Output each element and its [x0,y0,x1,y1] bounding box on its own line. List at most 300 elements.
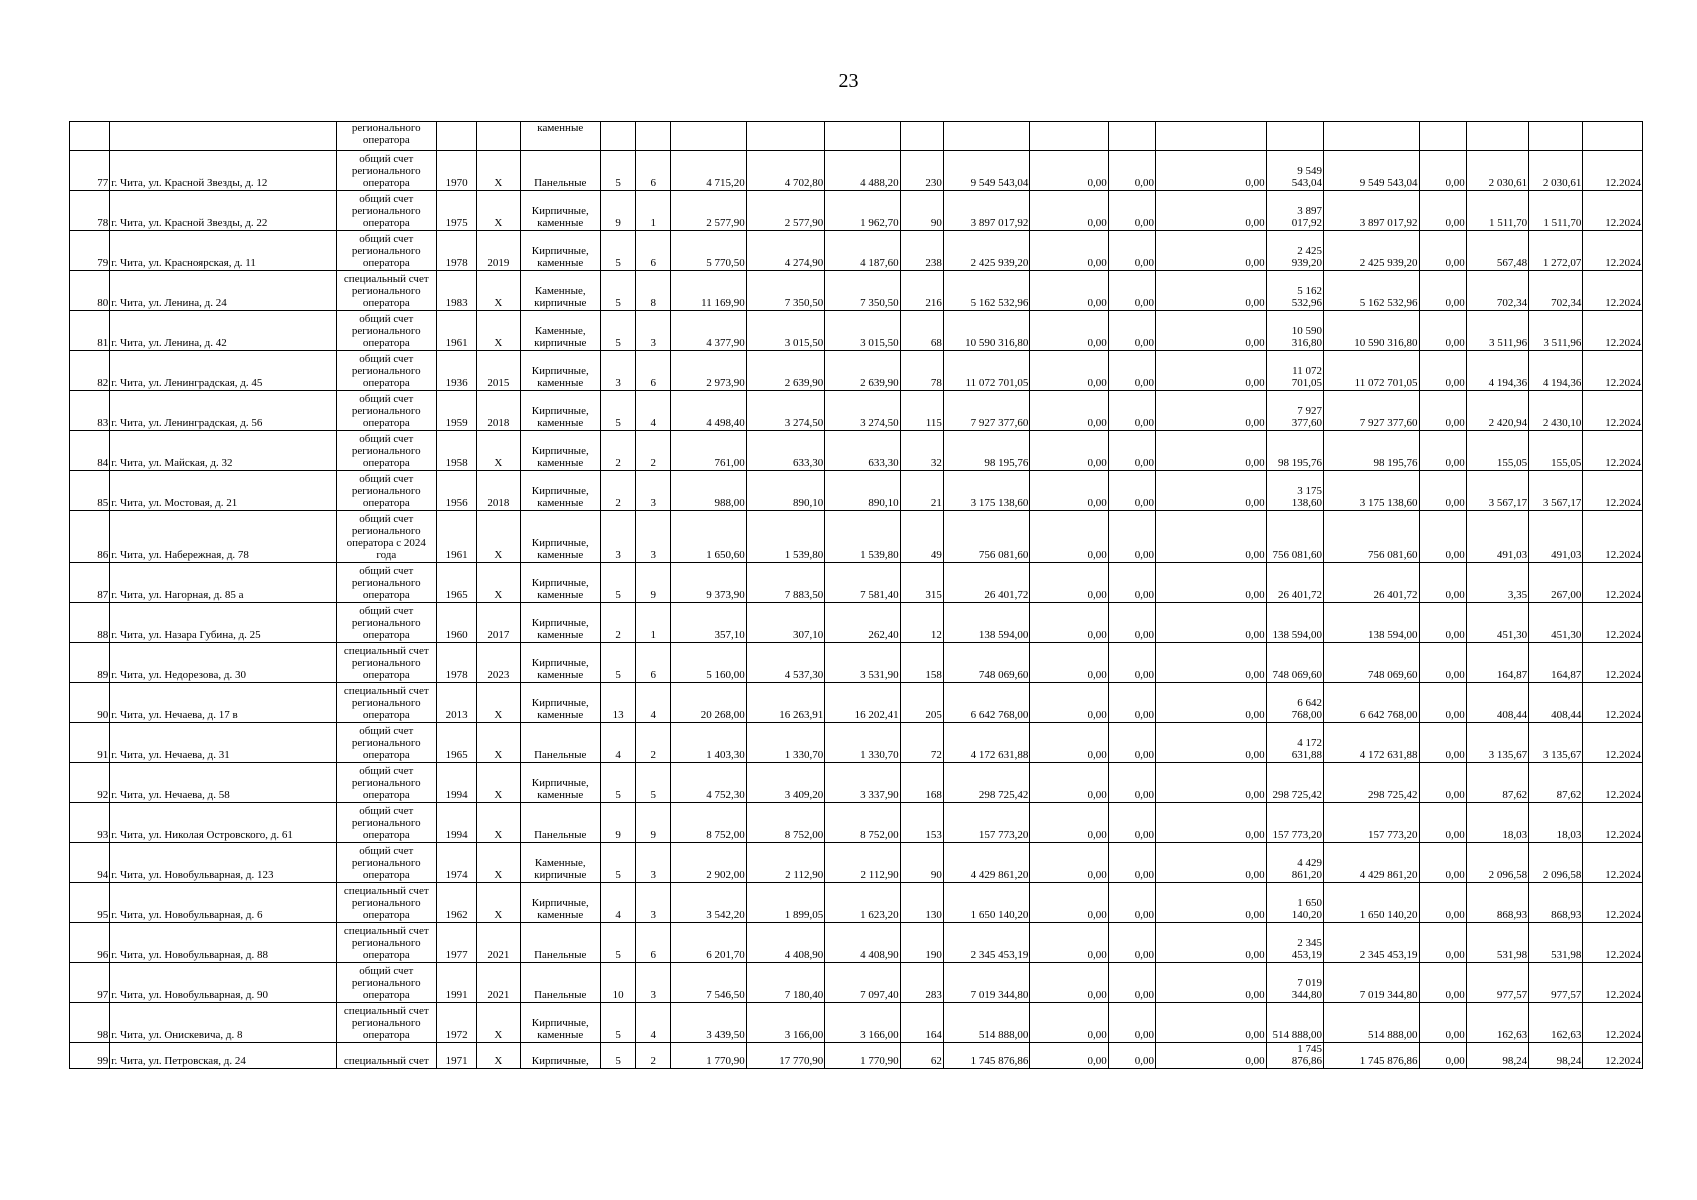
cell-municipal-funds: 0,00 [1156,271,1267,311]
cell-total-cost: 138 594,00 [943,603,1029,643]
cell-total-cost: 98 195,76 [943,431,1029,471]
cell-cost-total: 157 773,20 [1323,803,1419,843]
cell-empty [1030,122,1108,151]
cell-year-built: 1959 [437,391,477,431]
cell-wall-material: Панельные [520,151,600,191]
cell-owned-area: 1 770,90 [825,1043,900,1069]
cell-owned-area: 890,10 [825,471,900,511]
cell-owner-funds: 3 897 017,92 [1266,191,1323,231]
cell-floors: 5 [600,763,635,803]
cell-residents: 90 [900,191,943,231]
cell-regional-funds: 0,00 [1108,471,1155,511]
cell-federal-funds: 0,00 [1030,431,1108,471]
cell-floors: 10 [600,963,635,1003]
cell-wall-material: Панельные [520,803,600,843]
cell-unit-cost: 2 420,94 [1466,391,1528,431]
cell-cost-total: 7 927 377,60 [1323,391,1419,431]
cell-unit-cost-limit: 408,44 [1529,683,1583,723]
cell-year-built: 1991 [437,963,477,1003]
cell-address: г. Чита, ул. Новобульварная, д. 88 [110,923,336,963]
cell-row-number: 83 [70,391,110,431]
cell-year-built: 1958 [437,431,477,471]
cell-row-number: 92 [70,763,110,803]
cell-floors: 5 [600,271,635,311]
cell-cost-total: 748 069,60 [1323,643,1419,683]
cell-cost-total: 514 888,00 [1323,1003,1419,1043]
cell-address: г. Чита, ул. Назара Губина, д. 25 [110,603,336,643]
cell-account-type: специальный счет регионального оператора [336,643,437,683]
cell-address: г. Чита, ул. Мостовая, д. 21 [110,471,336,511]
cell-completion-date: 12.2024 [1583,723,1643,763]
cell-completion-date: 12.2024 [1583,271,1643,311]
cell-owned-area: 2 112,90 [825,843,900,883]
cell-completion-date: 12.2024 [1583,391,1643,431]
cell-account-type: общий счет регионального оператора [336,471,437,511]
cell-municipal-funds: 0,00 [1156,471,1267,511]
cell-account-type: общий счет регионального оператора [336,603,437,643]
cell-regional-funds: 0,00 [1108,151,1155,191]
cell-year-renovated: 2017 [477,603,520,643]
cell-cost-total: 3 897 017,92 [1323,191,1419,231]
cell-total-area: 2 973,90 [671,351,746,391]
cell-address: г. Чита, ул. Красноярская, д. 11 [110,231,336,271]
cell-year-renovated: 2019 [477,231,520,271]
cell-address: г. Чита, ул. Николая Островского, д. 61 [110,803,336,843]
cell-wall-material: Кирпичные, каменные [520,231,600,271]
cell-row-number: 94 [70,843,110,883]
cell-entrances: 2 [636,431,671,471]
cell-unit-cost: 702,34 [1466,271,1528,311]
cell-total-area: 20 268,00 [671,683,746,723]
cell-residents: 49 [900,511,943,563]
cell-empty [1323,122,1419,151]
cell-residents: 216 [900,271,943,311]
cell-residential-area: 7 883,50 [746,563,824,603]
cell-residential-area: 2 577,90 [746,191,824,231]
cell-floors: 5 [600,563,635,603]
cell-address: г. Чита, ул. Нечаева, д. 17 в [110,683,336,723]
cell-other: 0,00 [1419,963,1466,1003]
cell-owner-funds: 2 425 939,20 [1266,231,1323,271]
cell-year-built: 1965 [437,723,477,763]
cell-account-type: общий счет регионального оператора [336,151,437,191]
cell-year-renovated: X [477,511,520,563]
cell-completion-date: 12.2024 [1583,1043,1643,1069]
cell-residents: 130 [900,883,943,923]
cell-unit-cost: 4 194,36 [1466,351,1528,391]
cell-entrances: 3 [636,843,671,883]
cell-total-cost: 1 745 876,86 [943,1043,1029,1069]
cell-unit-cost: 3 135,67 [1466,723,1528,763]
cell-owned-area: 2 639,90 [825,351,900,391]
cell-residents: 72 [900,723,943,763]
cell-completion-date: 12.2024 [1583,603,1643,643]
cell-unit-cost-limit: 2 030,61 [1529,151,1583,191]
cell-other: 0,00 [1419,511,1466,563]
cell-other: 0,00 [1419,151,1466,191]
cell-federal-funds: 0,00 [1030,391,1108,431]
cell-entrances: 8 [636,271,671,311]
cell-row-number: 81 [70,311,110,351]
cell-floors: 3 [600,511,635,563]
cell-municipal-funds: 0,00 [1156,923,1267,963]
table-row [70,803,1643,843]
cell-year-renovated: X [477,311,520,351]
cell-address: г. Чита, ул. Петровская, д. 24 [110,1043,336,1069]
cell-address: г. Чита, ул. Набережная, д. 78 [110,511,336,563]
cell-unit-cost: 491,03 [1466,511,1528,563]
cell-other: 0,00 [1419,191,1466,231]
cell-total-area: 2 577,90 [671,191,746,231]
cell-address: г. Чита, ул. Недорезова, д. 30 [110,643,336,683]
cell-account-type: общий счет регионального оператора [336,351,437,391]
cell-residential-area: 633,30 [746,431,824,471]
cell-address: г. Чита, ул. Красной Звезды, д. 22 [110,191,336,231]
cell-floors: 5 [600,643,635,683]
cell-total-cost: 298 725,42 [943,763,1029,803]
cell-federal-funds: 0,00 [1030,563,1108,603]
cell-federal-funds: 0,00 [1030,1043,1108,1069]
cell-other: 0,00 [1419,563,1466,603]
cell-regional-funds: 0,00 [1108,563,1155,603]
cell-total-area: 9 373,90 [671,563,746,603]
cell-unit-cost-limit: 1 511,70 [1529,191,1583,231]
cell-regional-funds: 0,00 [1108,191,1155,231]
cell-owned-area: 3 274,50 [825,391,900,431]
cell-floors: 5 [600,311,635,351]
cell-wall-material: Кирпичные, каменные [520,603,600,643]
cell-regional-funds: 0,00 [1108,1003,1155,1043]
cell-unit-cost: 3,35 [1466,563,1528,603]
cell-row-number: 78 [70,191,110,231]
cell-unit-cost-limit: 2 096,58 [1529,843,1583,883]
cell-entrances: 3 [636,311,671,351]
cell-total-cost: 3 175 138,60 [943,471,1029,511]
cell-residents: 190 [900,923,943,963]
cell-completion-date: 12.2024 [1583,151,1643,191]
cell-residents: 283 [900,963,943,1003]
cell-empty [1419,122,1466,151]
cell-owned-area: 8 752,00 [825,803,900,843]
cell-entrances: 1 [636,191,671,231]
cell-address: г. Чита, ул. Майская, д. 32 [110,431,336,471]
table-row [70,351,1643,391]
cell-year-renovated: X [477,723,520,763]
cell-unit-cost: 3 511,96 [1466,311,1528,351]
cell-year-built: 1962 [437,883,477,923]
table-row [70,271,1643,311]
cell-residential-area: 307,10 [746,603,824,643]
cell-floors: 5 [600,1003,635,1043]
cell-total-area: 4 715,20 [671,151,746,191]
cell-empty [110,122,336,151]
cell-floors: 5 [600,923,635,963]
cell-residents: 21 [900,471,943,511]
cell-entrances: 9 [636,803,671,843]
cell-federal-funds: 0,00 [1030,151,1108,191]
cell-unit-cost-limit: 491,03 [1529,511,1583,563]
cell-other: 0,00 [1419,803,1466,843]
cell-wall-material: Кирпичные, каменные [520,563,600,603]
cell-residents: 205 [900,683,943,723]
cell-total-area: 3 542,20 [671,883,746,923]
cell-unit-cost: 1 511,70 [1466,191,1528,231]
cell-municipal-funds: 0,00 [1156,311,1267,351]
cell-wall-material: Каменные, кирпичные [520,311,600,351]
cell-municipal-funds: 0,00 [1156,803,1267,843]
cell-municipal-funds: 0,00 [1156,563,1267,603]
cell-owner-funds: 1 650 140,20 [1266,883,1323,923]
cell-year-built: 1977 [437,923,477,963]
cell-residential-area: 4 274,90 [746,231,824,271]
cell-empty [600,122,635,151]
table-row [70,923,1643,963]
cell-residential-area: 4 537,30 [746,643,824,683]
cell-other: 0,00 [1419,271,1466,311]
cell-year-built: 1994 [437,803,477,843]
table-row [70,963,1643,1003]
cell-year-built: 1965 [437,563,477,603]
cell-wall-material: Панельные [520,923,600,963]
cell-federal-funds: 0,00 [1030,1003,1108,1043]
cell-completion-date: 12.2024 [1583,803,1643,843]
cell-total-cost: 2 425 939,20 [943,231,1029,271]
cell-other: 0,00 [1419,431,1466,471]
cell-total-area: 988,00 [671,471,746,511]
cell-total-cost: 514 888,00 [943,1003,1029,1043]
cell-other: 0,00 [1419,763,1466,803]
cell-federal-funds: 0,00 [1030,311,1108,351]
cell-year-renovated: X [477,431,520,471]
cell-year-renovated: X [477,151,520,191]
cell-total-area: 1 650,60 [671,511,746,563]
cell-account-type: специальный счет регионального оператора [336,923,437,963]
cell-owned-area: 16 202,41 [825,683,900,723]
cell-entrances: 5 [636,763,671,803]
cell-regional-funds: 0,00 [1108,763,1155,803]
cell-address: г. Чита, ул. Ленинградская, д. 56 [110,391,336,431]
cell-completion-date: 12.2024 [1583,963,1643,1003]
cell-completion-date: 12.2024 [1583,563,1643,603]
cell-owner-funds: 3 175 138,60 [1266,471,1323,511]
cell-regional-funds: 0,00 [1108,271,1155,311]
cell-residents: 168 [900,763,943,803]
cell-other: 0,00 [1419,231,1466,271]
cell-owner-funds: 748 069,60 [1266,643,1323,683]
cell-completion-date: 12.2024 [1583,883,1643,923]
cell-completion-date: 12.2024 [1583,311,1643,351]
cell-year-renovated: 2015 [477,351,520,391]
cell-year-built: 1936 [437,351,477,391]
cell-completion-date: 12.2024 [1583,471,1643,511]
cell-cost-total: 6 642 768,00 [1323,683,1419,723]
cell-unit-cost-limit: 18,03 [1529,803,1583,843]
cell-entrances: 6 [636,231,671,271]
cell-total-cost: 26 401,72 [943,563,1029,603]
cell-unit-cost: 977,57 [1466,963,1528,1003]
cell-cost-total: 3 175 138,60 [1323,471,1419,511]
cell-owned-area: 3 531,90 [825,643,900,683]
cell-other: 0,00 [1419,351,1466,391]
cell-wall-material: Кирпичные, [520,1043,600,1069]
cell-completion-date: 12.2024 [1583,231,1643,271]
cell-residential-area: 1 899,05 [746,883,824,923]
cell-entrances: 3 [636,511,671,563]
cell-year-renovated: X [477,271,520,311]
cell-total-cost: 157 773,20 [943,803,1029,843]
cell-unit-cost: 164,87 [1466,643,1528,683]
cell-total-area: 3 439,50 [671,1003,746,1043]
cell-municipal-funds: 0,00 [1156,763,1267,803]
cell-total-area: 8 752,00 [671,803,746,843]
cell-wall-material: Панельные [520,723,600,763]
cell-residents: 62 [900,1043,943,1069]
cell-owner-funds: 6 642 768,00 [1266,683,1323,723]
cell-row-number: 77 [70,151,110,191]
cell-other: 0,00 [1419,1043,1466,1069]
cell-completion-date: 12.2024 [1583,431,1643,471]
cell-account-type: общий счет регионального оператора [336,723,437,763]
cell-completion-date: 12.2024 [1583,191,1643,231]
cell-municipal-funds: 0,00 [1156,191,1267,231]
cell-empty [900,122,943,151]
cell-owned-area: 633,30 [825,431,900,471]
table-row [70,723,1643,763]
cell-unit-cost-limit: 868,93 [1529,883,1583,923]
cell-account-type: общий счет регионального оператора [336,803,437,843]
cell-cost-total: 4 429 861,20 [1323,843,1419,883]
cell-municipal-funds: 0,00 [1156,1043,1267,1069]
cell-account-type: общий счет регионального оператора [336,191,437,231]
cell-residents: 230 [900,151,943,191]
cell-completion-date: 12.2024 [1583,843,1643,883]
cell-unit-cost-limit: 87,62 [1529,763,1583,803]
cell-unit-cost: 155,05 [1466,431,1528,471]
cell-owned-area: 262,40 [825,603,900,643]
cell-residential-area: 890,10 [746,471,824,511]
cell-total-cost: 7 019 344,80 [943,963,1029,1003]
cell-unit-cost: 3 567,17 [1466,471,1528,511]
cell-total-area: 357,10 [671,603,746,643]
cell-cost-total: 11 072 701,05 [1323,351,1419,391]
cell-empty [1156,122,1267,151]
cell-total-area: 5 770,50 [671,231,746,271]
cell-residents: 115 [900,391,943,431]
cell-address: г. Чита, ул. Новобульварная, д. 6 [110,883,336,923]
cell-residents: 158 [900,643,943,683]
table-row [70,563,1643,603]
cell-other: 0,00 [1419,471,1466,511]
cell-empty [477,122,520,151]
table-row [70,1043,1643,1069]
cell-year-renovated: X [477,803,520,843]
cell-federal-funds: 0,00 [1030,963,1108,1003]
cell-entrances: 6 [636,923,671,963]
cell-row-number: 88 [70,603,110,643]
cell-floors: 3 [600,351,635,391]
cell-completion-date: 12.2024 [1583,1003,1643,1043]
cell-row-number: 82 [70,351,110,391]
cell-federal-funds: 0,00 [1030,231,1108,271]
cell-floors: 5 [600,231,635,271]
cell-row-number: 91 [70,723,110,763]
cell-unit-cost-limit: 267,00 [1529,563,1583,603]
cell-regional-funds: 0,00 [1108,351,1155,391]
cell-empty [70,122,110,151]
cell-floors: 5 [600,1043,635,1069]
cell-address: г. Чита, ул. Нагорная, д. 85 а [110,563,336,603]
cell-row-number: 99 [70,1043,110,1069]
cell-unit-cost: 408,44 [1466,683,1528,723]
cell-wall-material: Кирпичные, каменные [520,883,600,923]
housing-register-table [69,121,1643,1069]
cell-completion-date: 12.2024 [1583,643,1643,683]
cell-residential-area: 8 752,00 [746,803,824,843]
cell-address: г. Чита, ул. Новобульварная, д. 123 [110,843,336,883]
cell-federal-funds: 0,00 [1030,271,1108,311]
cell-year-renovated: X [477,763,520,803]
cell-residential-area: 3 015,50 [746,311,824,351]
cell-residents: 164 [900,1003,943,1043]
cell-regional-funds: 0,00 [1108,683,1155,723]
cell-federal-funds: 0,00 [1030,683,1108,723]
cell-municipal-funds: 0,00 [1156,391,1267,431]
table-row [70,763,1643,803]
cell-floors: 9 [600,803,635,843]
cell-unit-cost-limit: 3 135,67 [1529,723,1583,763]
cell-entrances: 2 [636,1043,671,1069]
cell-total-area: 761,00 [671,431,746,471]
cell-unit-cost-limit: 451,30 [1529,603,1583,643]
cell-account-type: специальный счет регионального оператора [336,683,437,723]
cell-total-cost: 5 162 532,96 [943,271,1029,311]
cell-municipal-funds: 0,00 [1156,351,1267,391]
cell-cost-total: 26 401,72 [1323,563,1419,603]
cell-entrances: 3 [636,471,671,511]
cell-owner-funds: 5 162 532,96 [1266,271,1323,311]
cell-total-cost: 756 081,60 [943,511,1029,563]
cell-total-area: 5 160,00 [671,643,746,683]
cell-empty [437,122,477,151]
table-row [70,231,1643,271]
cell-federal-funds: 0,00 [1030,603,1108,643]
cell-owned-area: 3 166,00 [825,1003,900,1043]
cell-cost-total: 756 081,60 [1323,511,1419,563]
cell-entrances: 6 [636,351,671,391]
cell-address: г. Чита, ул. Ленинградская, д. 45 [110,351,336,391]
cell-owner-funds: 298 725,42 [1266,763,1323,803]
cell-account-type: специальный счет регионального оператора [336,1003,437,1043]
cell-unit-cost-limit: 702,34 [1529,271,1583,311]
cell-cost-total: 98 195,76 [1323,431,1419,471]
table-row [70,471,1643,511]
cell-total-area: 4 377,90 [671,311,746,351]
cell-residential-area: 4 408,90 [746,923,824,963]
cell-account-type: общий счет регионального оператора [336,563,437,603]
cell-residents: 90 [900,843,943,883]
cell-address: г. Чита, ул. Нечаева, д. 31 [110,723,336,763]
cell-total-cost: 9 549 543,04 [943,151,1029,191]
cell-residential-area: 7 180,40 [746,963,824,1003]
cell-owned-area: 4 187,60 [825,231,900,271]
cell-municipal-funds: 0,00 [1156,683,1267,723]
cell-regional-funds: 0,00 [1108,391,1155,431]
cell-cost-total: 9 549 543,04 [1323,151,1419,191]
cell-residential-area: 1 330,70 [746,723,824,763]
cell-empty [1108,122,1155,151]
cell-unit-cost: 531,98 [1466,923,1528,963]
cell-residential-area: 4 702,80 [746,151,824,191]
